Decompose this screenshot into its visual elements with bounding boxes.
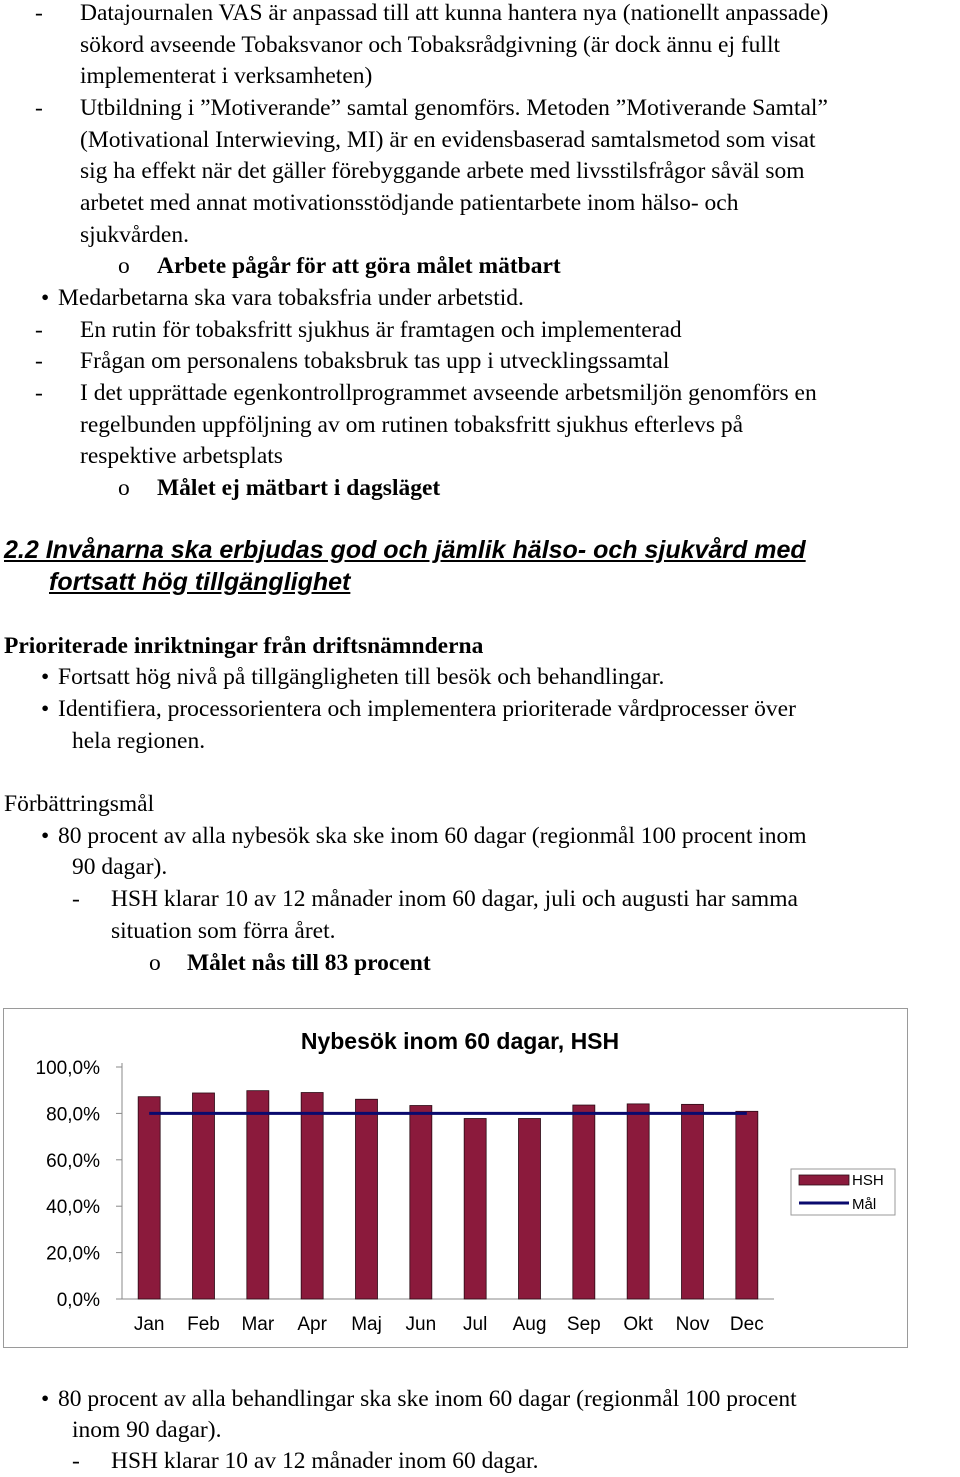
y-tick-label: 60,0% [46,1150,100,1172]
x-tick-label: Dec [729,1314,764,1335]
bullet-text-cont: 90 dagar). [72,854,168,880]
dash-marker: - [35,317,43,343]
dash-marker: - [72,1448,80,1474]
text-line: Frågan om personalens tobaksbruk tas upp i utvecklingssamtal [80,348,670,374]
bar-jul [464,1119,486,1299]
bar-dec [736,1111,758,1299]
x-tick-label: Aug [512,1314,547,1335]
text-line: sjukvården. [80,222,189,248]
chart-svg [4,1009,907,1347]
bar-mar [247,1091,269,1299]
chart-nybesok [3,1008,908,1348]
legend-swatch-hsh [799,1175,849,1185]
circle-marker: o [149,950,161,976]
text-line: En rutin för tobaksfritt sjukhus är framtagen och implementerad [80,317,682,343]
bullet-marker: • [41,823,50,849]
bullet-text: Medarbetarna ska vara tobaksfria under arbetstid. [58,285,524,311]
bar-feb [193,1093,215,1299]
bullet-text-cont: inom 90 dagar). [72,1417,222,1443]
y-tick-label: 20,0% [46,1243,100,1265]
x-tick-label: Mar [241,1314,275,1335]
text-line: Utbildning i ”Motiverande” samtal genomförs. Metoden ”Motiverande Samtal” [80,95,828,121]
circle-marker: o [118,253,130,279]
x-tick-label: Jan [133,1314,165,1335]
text-line: HSH klarar 10 av 12 månader inom 60 dagar. [111,1448,539,1474]
bullet-marker: • [41,285,50,311]
bar-sep [573,1105,595,1299]
goal-heading: Förbättringsmål [4,791,155,817]
bar-nov [682,1104,704,1299]
text-line: implementerat i verksamheten) [80,63,373,89]
text-line: regelbunden uppföljning av om rutinen tobaksfritt sjukhus efterlevs på [80,412,744,438]
circle-marker: o [118,475,130,501]
y-tick-label: 80,0% [46,1104,100,1126]
bar-jan [138,1097,160,1299]
bullet-text: 80 procent av alla behandlingar ska ske inom 60 dagar (regionmål 100 procent [58,1386,797,1412]
dash-marker: - [72,886,80,912]
bar-aug [519,1119,541,1299]
section-heading: 2.2 Invånarna ska erbjudas god och jämlik hälso- och sjukvård med [4,536,806,564]
chart-legend [791,1169,895,1215]
bullet-text: Identifiera, processorientera och implementera prioriterade vårdprocesser över [58,696,796,722]
dash-marker: - [35,348,43,374]
x-tick-label: Okt [623,1314,653,1335]
x-tick-label: Jun [405,1314,437,1335]
bar-okt [627,1104,649,1299]
text-line: arbetet med annat motivationsstödjande patientarbete inom hälso- och [80,190,739,216]
bullet-marker: • [41,1386,50,1412]
x-tick-label: Maj [351,1314,382,1335]
dash-marker: - [35,380,43,406]
x-tick-label: Jul [463,1314,488,1335]
text-line: (Motivational Interwieving, MI) är en evidensbaserad samtalsmetod som visat [80,127,816,153]
bullet-marker: • [41,696,50,722]
x-tick-label: Apr [297,1314,327,1335]
text-line: sökord avseende Tobaksvanor och Tobaksrådgivning (är dock ännu ej fullt [80,32,781,58]
bullet-marker: • [41,664,50,690]
x-tick-label: Nov [675,1314,710,1335]
legend-label-hsh: HSH [852,1172,884,1189]
status-text: Arbete pågår för att göra målet mätbart [157,253,561,279]
status-text: Målet nås till 83 procent [187,950,431,976]
status-text: Målet ej mätbart i dagsläget [157,475,441,501]
y-tick-label: 100,0% [35,1058,100,1079]
dash-marker: - [35,0,43,26]
bar-jun [410,1106,432,1299]
text-line: respektive arbetsplats [80,443,283,469]
bar-maj [356,1099,378,1299]
chart-title: Nybesök inom 60 dagar, HSH [300,1028,620,1054]
dash-marker: - [35,95,43,121]
prio-heading: Prioriterade inriktningar från driftsnämnderna [4,633,484,659]
y-tick-label: 0,0% [56,1290,100,1311]
bullet-text: 80 procent av alla nybesök ska ske inom 60 dagar (regionmål 100 procent inom [58,823,807,849]
text-line: HSH klarar 10 av 12 månader inom 60 dagar, juli och augusti har samma [111,886,798,912]
section-heading-cont: fortsatt hög tillgänglighet [49,568,351,596]
legend-label-mal: Mål [852,1196,877,1213]
x-tick-label: Feb [187,1314,220,1335]
text-line: I det upprättade egenkontrollprogrammet avseende arbetsmiljön genomförs en [80,380,817,406]
y-tick-label: 40,0% [46,1197,100,1219]
text-line: Datajournalen VAS är anpassad till att kunna hantera nya (nationellt anpassade) [80,0,829,26]
bar-apr [301,1093,323,1299]
bullet-text: Fortsatt hög nivå på tillgängligheten till besök och behandlingar. [58,664,665,690]
bullet-text-cont: hela regionen. [72,728,206,754]
x-tick-label: Sep [566,1314,601,1335]
text-line: sig ha effekt när det gäller förebyggande arbete med livsstilsfrågor såväl som [80,158,805,184]
text-line: situation som förra året. [111,918,336,944]
